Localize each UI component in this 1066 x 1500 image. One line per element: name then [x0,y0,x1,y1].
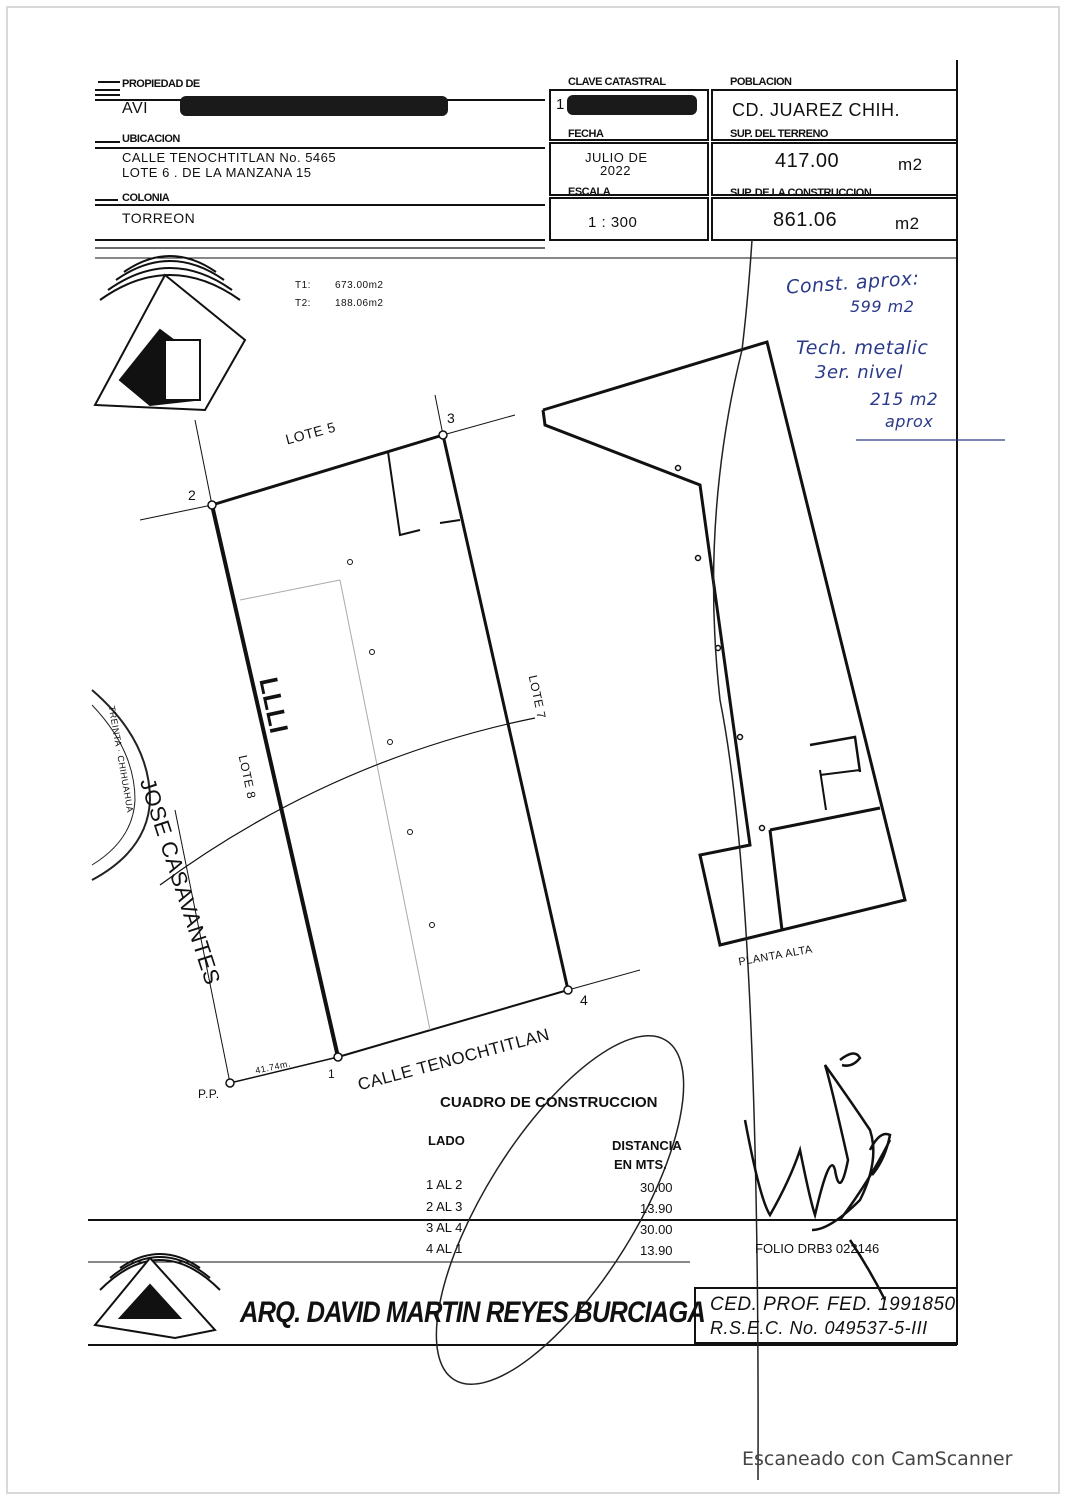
stamp-text: TREINTA · CHIHUAHUA [106,705,136,814]
t1-label: T1: [295,280,311,291]
land-area-unit: m2 [898,155,923,174]
construction-area-unit: m2 [895,214,920,233]
architect-name: ARQ. DAVID MARTIN REYES BURCIAGA [240,1296,705,1329]
table-col-mts: EN MTS. [614,1157,667,1172]
scale-value: 1 : 300 [588,214,638,231]
row-lado: 1 AL 2 [426,1177,463,1192]
construction-area-value: 861.06 [773,209,838,231]
note-tercer-nivel: 3er. nivel [815,362,903,383]
logo-top [95,256,245,410]
date-line2: 2022 [600,163,631,178]
colonia-value: TORREON [122,210,196,226]
date-label: FECHA [568,128,604,140]
upper-floor-outline [543,342,905,945]
cadastral-key-label: CLAVE CATASTRAL [568,76,666,88]
table-col-lado: LADO [428,1133,465,1148]
note-aprox: aprox [885,412,934,431]
location-label: UBICACION [122,133,180,145]
row-lado: 2 AL 3 [426,1199,463,1214]
pp-distance: 41.74m. [254,1058,292,1076]
population-value: CD. JUAREZ CHIH. [732,100,901,120]
vertex-4: 4 [580,992,589,1008]
t2-label: T2: [295,298,311,309]
location-line2: LOTE 6 . DE LA MANZANA 15 [122,165,312,180]
camscanner-watermark: Escaneado con CamScanner [742,1448,1013,1470]
t2-value: 188.06m2 [335,298,384,309]
street-tenochtitlan: CALLE TENOCHTITLAN [355,1024,552,1095]
location-line1: CALLE TENOCHTITLAN No. 5465 [122,150,337,165]
note-const-aprox: Const. aprox: [785,267,921,299]
logo-bottom [95,1254,220,1338]
t1-value: 673.00m2 [335,280,384,291]
table-row-dist: 13.90 [640,1201,673,1216]
table-row [426,1220,462,1235]
note-215-m2: 215 m2 [870,390,939,410]
cadastral-key-value: 1 [556,96,565,113]
colonia-label: COLONIA [122,192,170,204]
note-techo-metalico: Tech. metalic [796,337,929,359]
land-area-value: 417.00 [775,150,840,172]
rsec-number: R.S.E.C. No. 049537-5-III [710,1318,928,1338]
table-row-dist: 13.90 [640,1243,673,1258]
table-col-distancia: DISTANCIA [612,1138,682,1153]
redacted-cadastral-key [567,95,697,115]
vertex-3: 3 [447,410,456,426]
owner-value: AVI [122,100,149,117]
lot-number-mark: LLLI [253,674,295,737]
scale-label: ESCALA [568,186,611,198]
vertex-2: 2 [188,487,197,503]
land-area-label: SUP. DEL TERRENO [730,128,828,140]
folio-number: FOLIO DRB3 022146 [755,1241,880,1256]
table-title: CUADRO DE CONSTRUCCION [440,1094,658,1111]
table-row [426,1199,462,1214]
vertex-1: 1 [328,1067,336,1081]
construction-area-label: SUP. DE LA CONSTRUCCION [730,187,872,199]
note-const-area: 599 m2 [850,297,915,316]
table-row [426,1241,462,1256]
row-lado: 4 AL 1 [426,1241,463,1256]
pp-label: P.P. [198,1087,220,1101]
lote-8-label: LOTE 8 [235,753,259,801]
table-row [426,1177,462,1192]
ced-prof: CED. PROF. FED. 1991850 [710,1294,956,1315]
lote-5-label: LOTE 5 [283,418,338,448]
population-label: POBLACION [730,76,792,88]
row-lado: 3 AL 4 [426,1220,463,1235]
table-row-dist: 30.00 [640,1180,673,1195]
street-jose-casavantes: JOSE CASAVANTES [134,775,226,989]
table-row-dist: 30.00 [640,1222,673,1237]
owner-label: PROPIEDAD DE [122,78,200,90]
planta-alta-label: PLANTA ALTA [737,943,814,969]
signature [745,1053,890,1300]
redacted-owner-name [180,96,448,116]
lote-7-label: LOTE 7 [525,673,549,721]
date-line1: JULIO DE [585,150,648,165]
